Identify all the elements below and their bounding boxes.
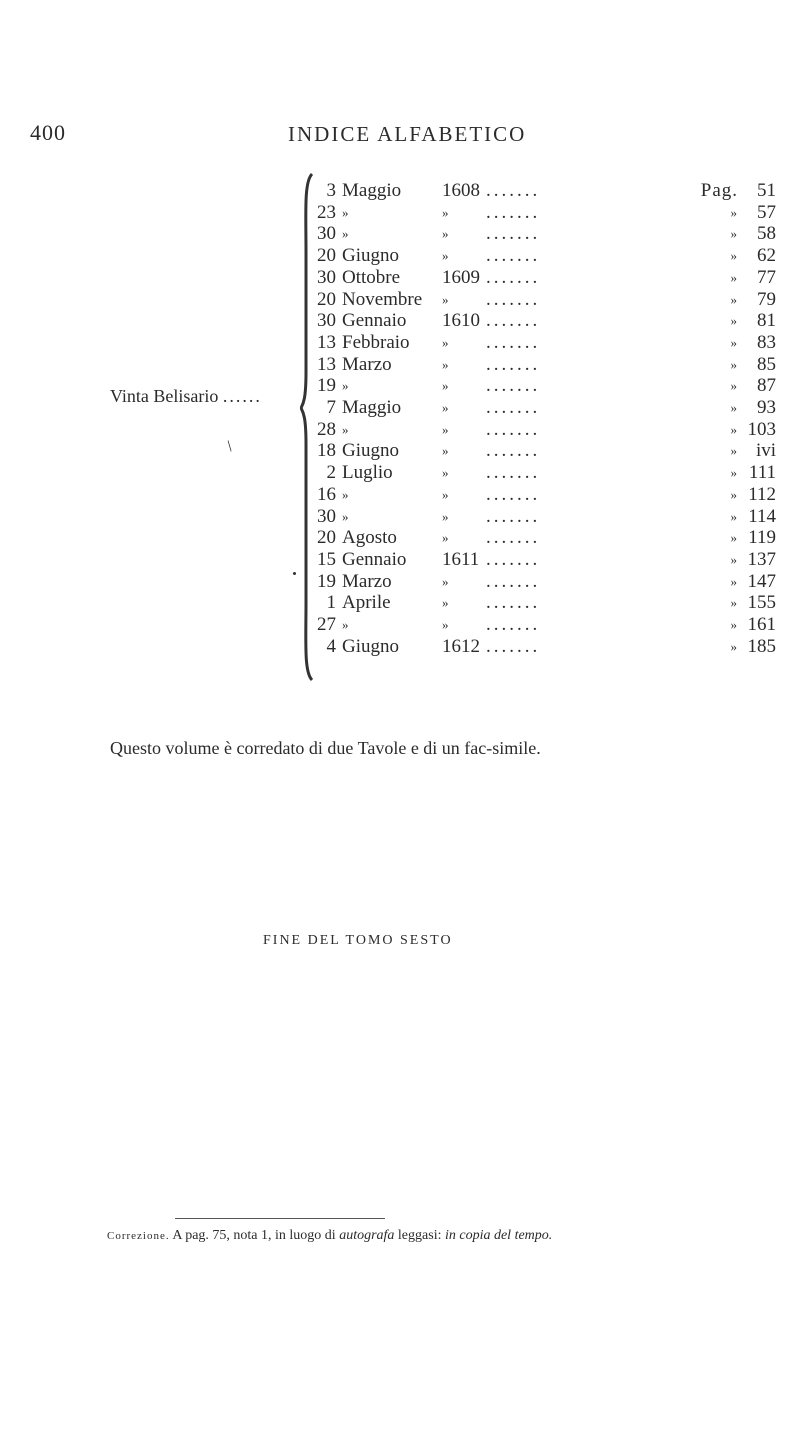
entry-year: 1610 xyxy=(442,310,480,332)
entry-month: Febbraio xyxy=(342,331,410,353)
entry-pag: » xyxy=(730,486,738,502)
side-label-text: Vinta Belisario xyxy=(110,386,219,406)
entry-leader: ....... xyxy=(486,201,541,223)
entry-day: 13 xyxy=(317,331,336,353)
entry-day: 30 xyxy=(317,223,336,245)
entry-day: 13 xyxy=(317,353,336,375)
entry-day: 27 xyxy=(317,614,336,635)
entry-leader: ....... xyxy=(486,462,541,484)
entry-page: 83 xyxy=(757,331,776,353)
entry-leader: ....... xyxy=(486,353,541,375)
entry-pag: » xyxy=(730,551,738,567)
index-entry-row xyxy=(300,614,776,636)
entry-leader: ....... xyxy=(486,440,541,462)
entry-leader: ....... xyxy=(486,570,541,592)
footnote-rule xyxy=(175,1218,385,1219)
entry-year: » xyxy=(442,465,449,481)
entry-year: » xyxy=(442,204,449,220)
entry-pag: » xyxy=(730,226,738,242)
entry-page: 114 xyxy=(748,505,776,527)
index-entry-row xyxy=(300,353,776,376)
entry-month: Luglio xyxy=(342,462,393,484)
index-entry-row xyxy=(300,570,776,593)
index-entry-row xyxy=(300,483,776,506)
footnote-italic-word: autografa xyxy=(339,1228,395,1243)
entry-day: 20 xyxy=(317,288,336,310)
entry-page: 161 xyxy=(747,614,776,635)
entry-pag: » xyxy=(730,465,738,481)
entry-pag: » xyxy=(730,508,738,524)
entry-pag: » xyxy=(730,378,738,394)
entry-month: » xyxy=(342,378,349,394)
entry-leader: ....... xyxy=(486,375,541,397)
entry-day: 30 xyxy=(317,310,336,332)
entry-pag: » xyxy=(730,204,738,220)
index-entry-row xyxy=(300,266,776,289)
entry-pag: » xyxy=(730,313,738,329)
entry-day: 15 xyxy=(317,548,336,570)
footnote xyxy=(107,1228,552,1244)
entry-pag: » xyxy=(730,248,738,264)
entry-pag: » xyxy=(730,356,738,372)
index-entry-row xyxy=(300,201,776,224)
entry-year: » xyxy=(442,400,449,415)
entry-page: 57 xyxy=(757,201,776,223)
entry-day: 20 xyxy=(317,527,336,549)
stray-mark: / xyxy=(223,438,237,455)
entry-pag: » xyxy=(730,443,738,459)
page-number: 400 xyxy=(30,120,66,145)
entry-pag: » xyxy=(730,421,738,437)
footnote-text: A pag. 75, nota 1, in luogo di xyxy=(172,1228,336,1243)
entry-year: » xyxy=(442,530,449,546)
entry-month: Ottobre xyxy=(342,266,401,288)
entry-month: Maggio xyxy=(342,180,402,201)
entry-month: Maggio xyxy=(342,397,402,418)
entry-page: 93 xyxy=(757,397,776,418)
index-entry-row xyxy=(300,180,776,202)
entry-day: 19 xyxy=(317,375,336,397)
entry-day: 30 xyxy=(317,505,336,527)
index-entry-row xyxy=(300,223,776,245)
entry-pag: » xyxy=(730,269,738,285)
entry-page: 77 xyxy=(757,266,776,288)
entry-leader: ....... xyxy=(486,180,541,201)
index-entry-row xyxy=(300,375,776,397)
entry-year: » xyxy=(442,291,449,307)
entry-page: 103 xyxy=(747,418,776,440)
entry-pag: » xyxy=(730,400,738,415)
entry-month: » xyxy=(342,617,349,632)
entry-page: 137 xyxy=(747,548,776,570)
entry-year: » xyxy=(442,486,449,502)
side-label-leader: ...... xyxy=(222,386,262,406)
entry-day: 19 xyxy=(317,570,336,592)
entry-page: 111 xyxy=(748,462,776,484)
entry-leader: ....... xyxy=(486,397,541,418)
index-entry-row xyxy=(300,548,776,571)
entry-year: 1611 xyxy=(442,548,480,570)
entry-leader: ....... xyxy=(486,288,541,310)
entry-month: » xyxy=(342,204,349,220)
entry-page: 155 xyxy=(747,592,776,614)
entry-day: 4 xyxy=(326,635,336,657)
entry-day: 7 xyxy=(326,397,336,418)
entry-leader: ....... xyxy=(486,592,541,614)
entry-leader: ....... xyxy=(486,266,541,288)
footnote-italic-tail: in copia del tempo. xyxy=(444,1228,553,1243)
entry-leader: ....... xyxy=(486,245,541,267)
entry-year: » xyxy=(442,573,449,589)
entry-month: Gennaio xyxy=(342,310,407,332)
entry-pag: » xyxy=(730,334,738,350)
index-entry-row xyxy=(300,310,776,332)
entry-day: 28 xyxy=(317,418,336,440)
index-entry-row xyxy=(300,397,776,419)
entry-page: 79 xyxy=(757,288,776,310)
index-entry-row xyxy=(300,462,776,484)
entry-leader: ....... xyxy=(486,527,541,549)
entry-pag: » xyxy=(730,638,738,654)
entry-leader: ....... xyxy=(486,548,541,570)
end-line: FINE DEL TOMO SESTO xyxy=(263,933,453,948)
entry-year: 1612 xyxy=(442,635,480,657)
entry-year: » xyxy=(442,443,449,459)
entry-page: 85 xyxy=(757,353,776,375)
index-entry-row xyxy=(300,331,776,354)
entry-year: » xyxy=(442,617,449,632)
entry-day: 23 xyxy=(317,201,336,223)
entry-page: ivi xyxy=(755,440,776,462)
entry-page: 185 xyxy=(747,635,776,657)
entry-day: 16 xyxy=(317,483,336,505)
entry-page: 119 xyxy=(748,527,776,549)
side-label xyxy=(110,386,262,407)
entry-pag: » xyxy=(730,291,738,307)
entry-year: » xyxy=(442,421,449,437)
entry-month: Novembre xyxy=(342,288,423,310)
entry-month: Gennaio xyxy=(342,548,407,570)
dot-mark xyxy=(293,572,296,575)
index-entry-row xyxy=(300,527,776,549)
entry-month: » xyxy=(342,421,349,437)
entry-month: Marzo xyxy=(342,570,392,592)
entry-day: 30 xyxy=(317,266,336,288)
index-entry-row xyxy=(300,505,776,528)
entry-year: » xyxy=(442,508,449,524)
entry-page: 81 xyxy=(757,310,776,332)
running-title: INDICE ALFABETICO xyxy=(288,122,527,146)
index-entry-row xyxy=(300,418,776,441)
entry-month: » xyxy=(342,486,349,502)
entry-leader: ....... xyxy=(486,614,541,635)
entry-year: » xyxy=(442,248,449,264)
entry-year: » xyxy=(442,226,449,242)
entry-month: Marzo xyxy=(342,353,392,375)
entry-leader: ....... xyxy=(486,505,541,527)
entry-leader: ....... xyxy=(486,310,541,332)
entry-day: 20 xyxy=(317,245,336,267)
entry-page: 147 xyxy=(747,570,776,592)
entry-leader: ....... xyxy=(486,418,541,440)
entry-month: Giugno xyxy=(342,635,399,657)
entry-year: » xyxy=(442,378,449,394)
entry-day: 3 xyxy=(326,180,336,201)
index-entry-row xyxy=(300,592,776,614)
entry-year: » xyxy=(442,595,449,611)
entry-pag: » xyxy=(730,530,738,546)
entry-day: 1 xyxy=(326,592,336,614)
index-entry-row xyxy=(300,440,776,462)
entry-month: Giugno xyxy=(342,440,399,462)
entry-day: 18 xyxy=(317,440,336,462)
entry-year: » xyxy=(442,356,449,372)
footnote-text2: leggasi: xyxy=(397,1228,442,1243)
entry-month: Giugno xyxy=(342,245,399,267)
entry-year: 1608 xyxy=(442,180,480,201)
entry-pag: » xyxy=(730,573,738,589)
entry-year: » xyxy=(442,334,449,350)
entry-pag: » xyxy=(730,617,738,632)
entry-page: 87 xyxy=(757,375,776,397)
entry-leader: ....... xyxy=(486,223,541,245)
note-line: Questo volume è corredato di due Tavole e di un fac-simile. xyxy=(110,738,541,758)
index-entry-row xyxy=(300,245,776,267)
entry-month: Aprile xyxy=(342,592,391,614)
entry-leader: ....... xyxy=(486,331,541,353)
entry-page: 51 xyxy=(757,180,776,201)
entry-page: 58 xyxy=(757,223,776,245)
entry-month: Agosto xyxy=(342,527,397,549)
entry-page: 112 xyxy=(748,483,776,505)
entry-month: » xyxy=(342,508,349,524)
entry-day: 2 xyxy=(326,462,336,484)
entry-month: » xyxy=(342,226,349,242)
entry-leader: ....... xyxy=(486,483,541,505)
entry-pag: » xyxy=(730,595,738,611)
index-entry-row xyxy=(300,288,776,311)
index-entry-row xyxy=(300,635,776,658)
entry-year: 1609 xyxy=(442,266,480,288)
entry-leader: ....... xyxy=(486,635,541,657)
entry-pag: Pag. xyxy=(700,180,738,201)
entry-page: 62 xyxy=(757,245,776,267)
footnote-label: Correzione. xyxy=(107,1230,170,1242)
